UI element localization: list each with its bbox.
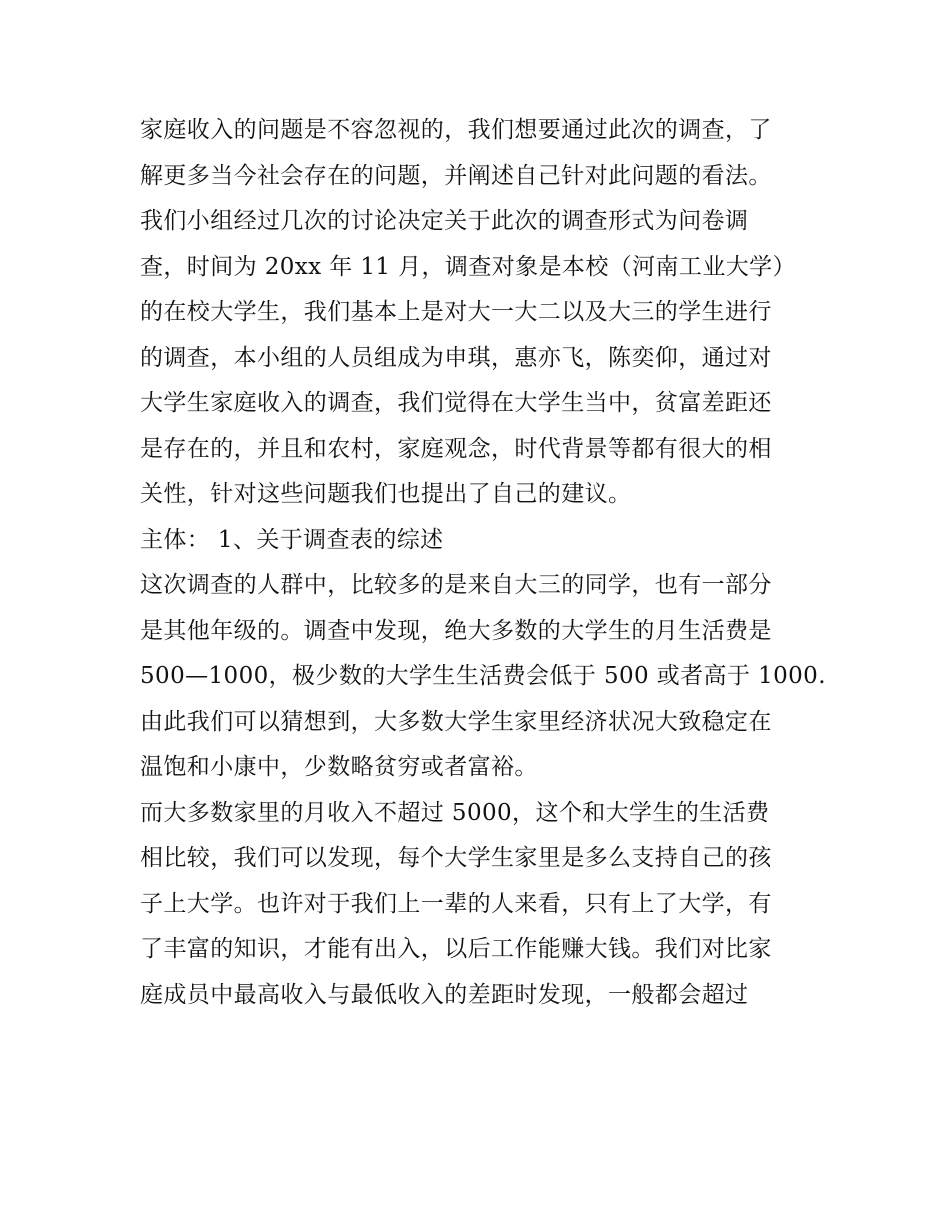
text-line: 了丰富的知识，才能有出入，以后工作能赚大钱。我们对比家: [140, 936, 772, 962]
text-line: 解更多当今社会存在的问题，并阐述自己针对此问题的看法。: [140, 162, 772, 189]
text-line: 这次调查的人群中，比较多的是来自大三的同学，也有一部分: [140, 572, 772, 598]
text-line: 庭成员中最高收入与最低收入的差距时发现，一般都会超过: [140, 981, 749, 1008]
text-line: 由此我们可以猜想到，大多数大学生家里经济状况大致稳定在: [140, 708, 772, 735]
text-line: 家庭收入的问题是不容忽视的，我们想要通过此次的调查，了: [140, 117, 772, 143]
text-line: 关性，针对这些问题我们也提出了自己的建议。: [140, 481, 632, 507]
text-line: 500—1000，极少数的大学生生活费会低于 500 或者高于 1000.: [140, 663, 826, 689]
text-line: 我们小组经过几次的讨论决定关于此次的调查形式为问卷调: [140, 208, 749, 234]
section-heading: 主体： 1、关于调查表的综述: [140, 526, 444, 553]
text-line: 子上大学。也许对于我们上一辈的人来看，只有上了大学，有: [140, 890, 772, 917]
text-line: 查，时间为 20xx 年 11 月，调查对象是本校（河南工业大学）: [140, 253, 796, 280]
document-body: [140, 108, 826, 1018]
text-line: 的调查，本小组的人员组成为申琪，惠亦飞，陈奕仰，通过对: [140, 344, 772, 371]
text-line: 是存在的，并且和农村，家庭观念，时代背景等都有很大的相: [140, 435, 772, 462]
text-line: 相比较，我们可以发现，每个大学生家里是多么支持自己的孩: [140, 845, 772, 871]
text-line: 是其他年级的。调查中发现，绝大多数的大学生的月生活费是: [140, 617, 772, 644]
text-line: 大学生家庭收入的调查，我们觉得在大学生当中，贫富差距还: [140, 390, 772, 416]
text-line: 而大多数家里的月收入不超过 5000，这个和大学生的生活费: [140, 799, 770, 826]
text-line: 的在校大学生，我们基本上是对大一大二以及大三的学生进行: [140, 299, 772, 325]
text-line: 温饱和小康中，少数略贫穷或者富裕。: [140, 754, 538, 780]
